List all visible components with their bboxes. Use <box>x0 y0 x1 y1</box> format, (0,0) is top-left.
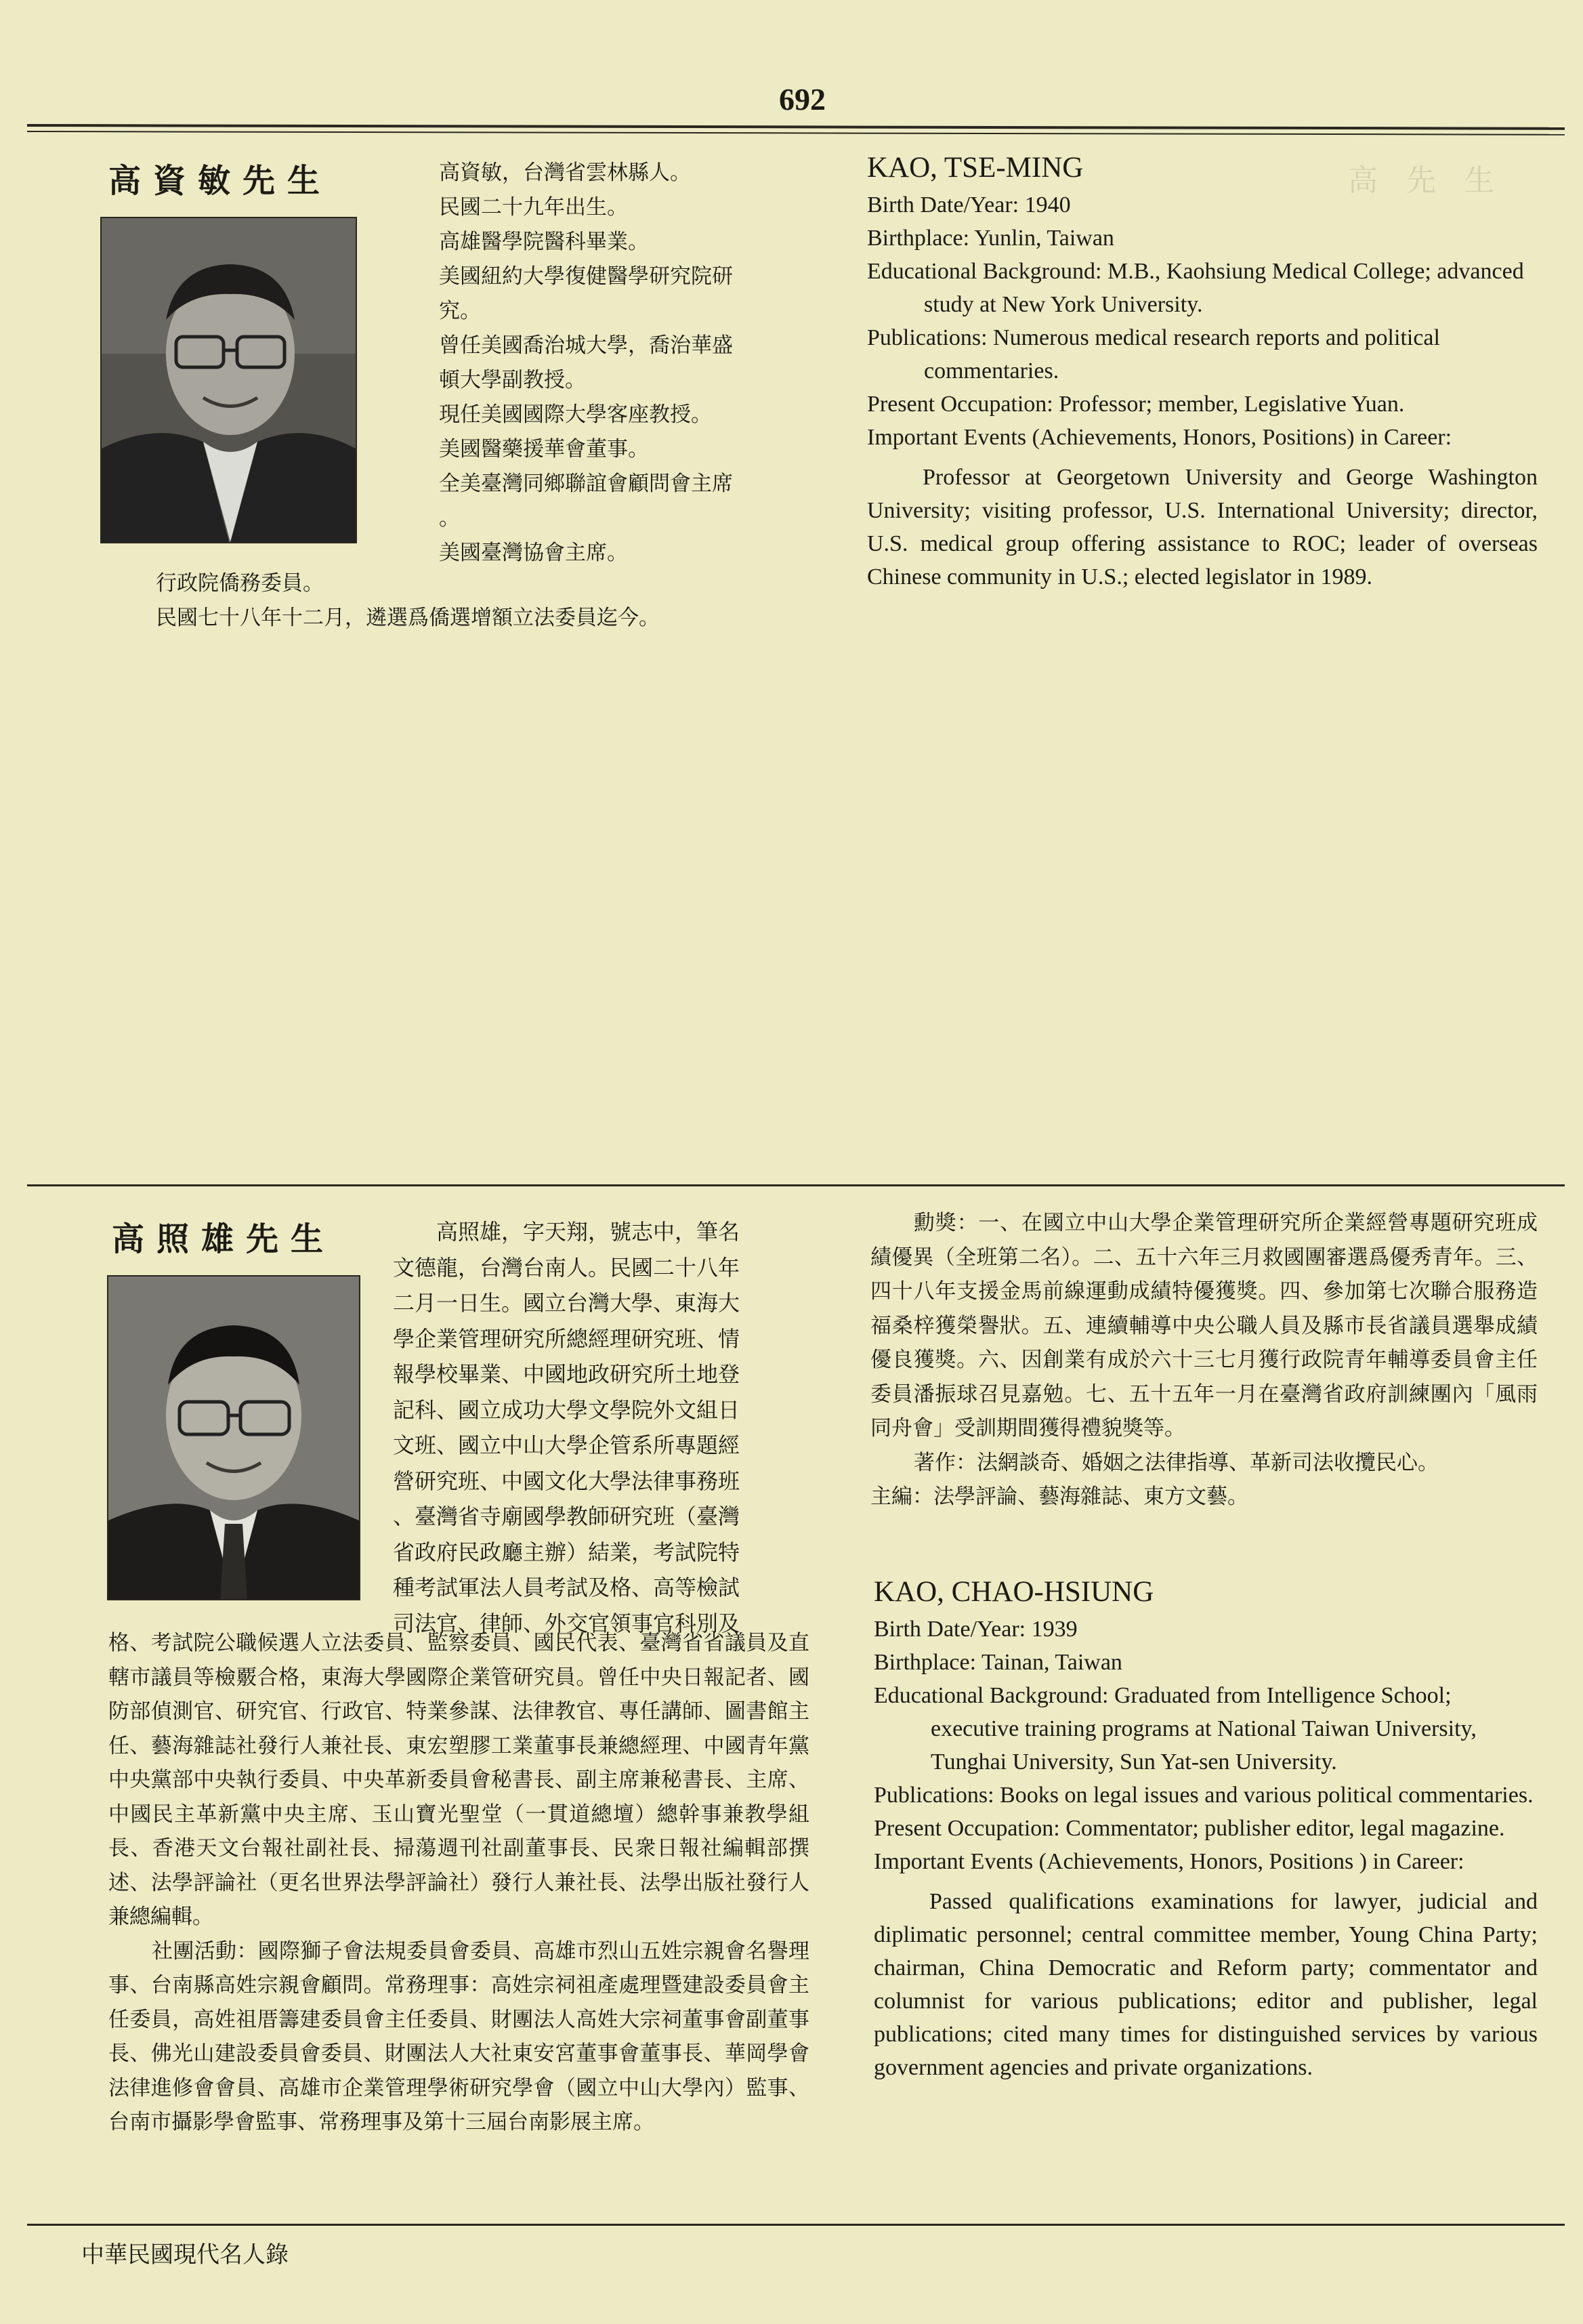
bio-paragraph: 格、考試院公職候選人立法委員、監察委員、國民代表、臺灣省省議員及直轄市議員等檢覈合格，東海大學國際企業管研究員。曾任中央日報記者、國防部偵測官、研究官、行政官、特業參謀、法律教官、專任講師、圖書館主任、藝海雜誌社發行人兼社長、東宏塑膠工業董事長兼總經理、中國青年黨中央黨部中央執行委員、中央革新委員會秘書長、副主席兼秘書長、主席、中國民主革新黨中央主席、玉山寶光聖堂（一貫道總壇）總幹事兼教學組長、香港天文台報社副社長、掃蕩週刊社副董事長、民衆日報社編輯部撰述、法學評論社（更名世界法學評論社）發行人兼社長、法學出版社發行人兼總編輯。 <box>108 1631 809 1929</box>
education: Educational Background: Graduated from Intelligence School; executive training programs at National Taiwan University, Tunghai University, Sun Yat-sen University. <box>874 1683 1477 1775</box>
bio-line: 報學校畢業、中國地政研究所土地登 <box>393 1361 740 1387</box>
bio-line: 種考試軍法人員考試及格、高等檢試 <box>393 1575 740 1600</box>
bio-line: 頓大學副教授。 <box>439 368 586 392</box>
entry2-bio-zh-side <box>393 1214 740 1641</box>
occupation: Present Occupation: Professor; member, Legislative Yuan. <box>867 392 1405 417</box>
bio-line: 高雄醫學院醫科畢業。 <box>439 230 649 254</box>
header-rule-thin <box>27 131 1565 136</box>
education: Educational Background: M.B., Kaohsiung Medical College; advanced study at New York University. <box>867 259 1524 317</box>
social-activities: 社團活動：國際獅子會法規委員會委員、高雄市烈山五姓宗親會名譽理事、台南縣高姓宗親會顧問。常務理事：高姓宗祠祖產處理暨建設委員會主任委員，高姓祖厝籌建委員會主任委員、財團法人高姓大宗祠董事會副董事長、佛光山建設委員會委員、財團法人大社東安宮董事會董事長、華岡學會法律進修會會員、高雄市企業管理學術研究學會（國立中山大學內）監事、台南市攝影學會監事、常務理事及第十三屆台南影展主席。 <box>108 1938 809 2134</box>
bio-line: 、臺灣省寺廟國學教師研究班（臺灣 <box>393 1503 740 1529</box>
bio-line: 文班、國立中山大學企管系所專題經 <box>393 1432 740 1458</box>
entry1-bio-en <box>867 149 1538 594</box>
occupation: Present Occupation: Commentator; publisher editor, legal magazine. <box>874 1816 1505 1841</box>
birthplace: Birthplace: Tainan, Taiwan <box>874 1650 1122 1675</box>
entry1-name-zh: 高資敏先生 <box>108 162 333 200</box>
entry2-name-en: KAO, CHAO-HSIUNG <box>874 1576 1154 1608</box>
bio-line: 美國紐約大學復健醫學研究院研 <box>439 264 733 289</box>
events-label: Important Events (Achievements, Honors, Positions) in Career: <box>867 425 1452 450</box>
bio-line: 民國二十九年出生。 <box>439 195 628 220</box>
footer-rule <box>27 2224 1565 2226</box>
entry1-bio-zh-tail <box>156 566 660 636</box>
bio-line: 全美臺灣同鄉聯誼會顧問會主席 <box>439 472 733 496</box>
entry2-bio-en <box>874 1573 1538 2084</box>
events-text: Passed qualifications examinations for lawyer, judicial and diplimatic personnel; central committee member, Young China Party; chairman, China Democratic and Reform party; commentator and columnist for various publications; editor and publisher, legal publications; cited many times for distinguished services by various government agencies and private organizations. <box>874 1889 1538 2080</box>
events-text: Professor at Georgetown University and George Washington University; visiting professor, U.S. International University; director, U.S. medical group offering assistance to ROC; leader of overseas Chinese community in U.S.; elected legislator in 1989. <box>867 465 1538 589</box>
publications: Publications: Numerous medical research reports and political commentaries. <box>867 325 1440 383</box>
bio-line: 曾任美國喬治城大學，喬治華盛 <box>439 333 733 358</box>
bio-line: 高資敏，台灣省雲林縣人。 <box>439 161 691 185</box>
bio-line: 美國醫藥援華會董事。 <box>439 437 649 461</box>
entry2-name-zh: 高照雄先生 <box>112 1220 336 1258</box>
bio-line: 文德龍，台灣台南人。民國二十八年 <box>393 1254 740 1281</box>
bio-line: 高照雄，字天翔，號志中，筆名 <box>436 1219 740 1245</box>
entry2-portrait-photo <box>107 1275 360 1600</box>
birth-date: Birth Date/Year: 1940 <box>867 192 1071 217</box>
events-label: Important Events (Achievements, Honors, Positions ) in Career: <box>874 1849 1464 1874</box>
bio-line: 省政府民政廳主辦）結業，考試院特 <box>393 1539 740 1565</box>
entry2-bio-zh-full <box>108 1626 809 2140</box>
bio-line: 司法官、律師、外交官領事官科別及 <box>393 1610 740 1636</box>
awards: 勳獎：一、在國立中山大學企業管理研究所企業經營專題研究班成績優異（全班第二名）。二、五十六年三月救國團審選爲優秀青年。三、四十八年支援金馬前線運動成績特優獲獎。四、參加第七次聯合服務造福桑梓獲榮譽狀。五、連續輔導中央公職人員及縣市長省議員選舉成績優良獲獎。六、因創業有成於六十三七月獲行政院青年輔導委員會主任委員潘振球召見嘉勉。七、五十五年一月在臺灣省政府訓練團內「風雨同舟會」受訓期間獲得禮貌獎等。 <box>870 1211 1538 1440</box>
entry1-bio-zh <box>439 156 733 570</box>
bio-line: 行政院僑務委員。 <box>156 571 324 596</box>
bio-line: 。 <box>439 506 460 531</box>
bio-line: 美國臺灣協會主席。 <box>439 541 628 565</box>
bio-line: 學企業管理研究所總經理研究班、情 <box>393 1325 740 1352</box>
editor: 主編：法學評論、藝海雜誌、東方文藝。 <box>870 1485 1248 1509</box>
footer-title: 中華民國現代名人錄 <box>81 2241 289 2268</box>
birth-date: Birth Date/Year: 1939 <box>874 1617 1078 1642</box>
entry1-name-en: KAO, TSE-MING <box>867 152 1084 184</box>
section-divider <box>27 1184 1565 1186</box>
page-number: 692 <box>779 82 826 117</box>
header-rule <box>27 124 1565 130</box>
bio-line: 營研究班、中國文化大學法律事務班 <box>393 1468 740 1494</box>
bio-line: 現任美國國際大學客座教授。 <box>439 402 712 427</box>
works: 著作：法網談奇、婚姻之法律指導、革新司法收攬民心。 <box>914 1450 1439 1475</box>
bio-line: 二月一日生。國立台灣大學、東海大 <box>393 1290 740 1316</box>
birthplace: Birthplace: Yunlin, Taiwan <box>867 226 1114 251</box>
bio-line: 民國七十八年十二月，遴選爲僑選增額立法委員迄今。 <box>156 606 660 630</box>
entry2-awards-zh <box>870 1206 1538 1514</box>
entry1-portrait-photo <box>100 217 357 543</box>
bio-line: 記科、國立成功大學文學院外文組日 <box>393 1396 740 1423</box>
publications: Publications: Books on legal issues and various political commentaries. <box>874 1783 1534 1808</box>
bio-line: 究。 <box>439 299 481 323</box>
bleed-through-text: 高 先 生 <box>1348 163 1504 198</box>
